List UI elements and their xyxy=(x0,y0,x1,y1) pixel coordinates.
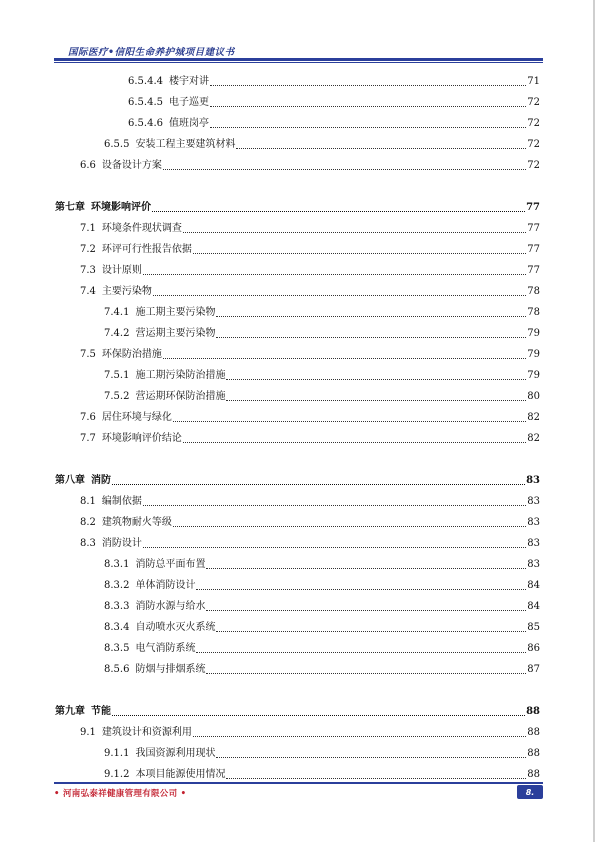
toc-leader xyxy=(153,294,526,296)
toc-leader xyxy=(216,315,526,317)
toc-leader xyxy=(173,525,526,527)
toc-leader xyxy=(226,378,526,380)
toc-leader xyxy=(216,630,526,632)
toc-leader xyxy=(183,231,526,233)
toc-label: 环境影响评价结论 xyxy=(101,433,182,444)
toc-page-number: 78 xyxy=(527,286,540,297)
toc-row[interactable] xyxy=(80,242,540,256)
toc-label: 建筑设计和资源利用 xyxy=(101,727,192,738)
toc-row[interactable] xyxy=(104,557,540,571)
toc-row[interactable] xyxy=(80,410,540,424)
toc-number: 7.4.1 xyxy=(104,307,130,318)
toc-row[interactable] xyxy=(104,389,540,403)
toc-label: 建筑物耐火等级 xyxy=(101,517,172,528)
toc-label: 单体消防设计 xyxy=(135,580,196,591)
toc-page-number: 79 xyxy=(527,328,540,339)
toc-number: 第九章 xyxy=(55,706,85,717)
toc-leader xyxy=(112,483,525,485)
toc-leader xyxy=(143,273,526,275)
toc-number: 第七章 xyxy=(55,202,85,213)
toc-number: 6.5.5 xyxy=(104,139,130,150)
toc-row[interactable] xyxy=(80,494,540,508)
toc-number: 8.3.2 xyxy=(104,580,130,591)
toc-number: 8.3.1 xyxy=(104,559,130,570)
toc-leader xyxy=(216,336,526,338)
toc-label: 编制依据 xyxy=(101,496,142,507)
toc-leader xyxy=(210,105,526,107)
toc-leader xyxy=(183,441,526,443)
toc-label: 环保防治措施 xyxy=(101,349,162,360)
toc-number: 7.5 xyxy=(80,349,96,360)
toc-row[interactable] xyxy=(80,725,540,739)
toc-page-number: 72 xyxy=(527,139,540,150)
toc-label: 营运期环保防治措施 xyxy=(135,391,226,402)
toc-label: 安装工程主要建筑材料 xyxy=(135,139,236,150)
toc-row[interactable] xyxy=(104,746,540,760)
toc-leader xyxy=(210,126,526,128)
toc-number: 7.3 xyxy=(80,265,96,276)
toc-number: 7.7 xyxy=(80,433,96,444)
toc-leader xyxy=(173,420,526,422)
toc-row[interactable] xyxy=(80,536,540,550)
toc-label: 自动喷水灭火系统 xyxy=(135,622,216,633)
toc-row[interactable] xyxy=(80,263,540,277)
toc-label: 环境影响评价 xyxy=(91,202,151,213)
toc-number: 9.1.1 xyxy=(104,748,130,759)
toc-page-number: 82 xyxy=(527,412,540,423)
header-rule-thin xyxy=(54,62,543,63)
toc-number: 8.3.5 xyxy=(104,643,130,654)
toc-label: 值班岗亭 xyxy=(169,118,209,129)
toc-row[interactable] xyxy=(80,347,540,361)
toc-page-number: 88 xyxy=(527,748,540,759)
footer-company: • 河南弘泰祥健康管理有限公司 • xyxy=(54,789,187,799)
toc-leader xyxy=(112,714,525,716)
toc-label: 设计原则 xyxy=(101,265,142,276)
toc-number: 8.1 xyxy=(80,496,96,507)
toc-number: 9.1 xyxy=(80,727,96,738)
toc-row[interactable] xyxy=(104,368,540,382)
toc-label: 我国资源利用现状 xyxy=(135,748,216,759)
toc-label: 施工期污染防治措施 xyxy=(135,370,226,381)
toc-leader xyxy=(196,651,526,653)
toc-row[interactable] xyxy=(104,620,540,634)
toc-page-number: 88 xyxy=(527,769,540,780)
toc-row[interactable] xyxy=(104,599,540,613)
toc-page-number: 85 xyxy=(527,622,540,633)
toc-leader xyxy=(226,777,526,779)
toc-leader xyxy=(163,168,526,170)
toc-number: 7.4 xyxy=(80,286,96,297)
toc-leader xyxy=(206,672,526,674)
toc-number: 6.5.4.4 xyxy=(128,76,163,87)
toc-row[interactable] xyxy=(80,158,540,172)
toc-page-number: 87 xyxy=(527,664,540,675)
toc-leader xyxy=(236,147,526,149)
toc-row[interactable] xyxy=(104,641,540,655)
toc-page-number: 88 xyxy=(526,706,540,717)
toc-page-number: 72 xyxy=(527,160,540,171)
toc-page-number: 77 xyxy=(526,202,540,213)
toc-label: 营运期主要污染物 xyxy=(135,328,216,339)
toc-leader xyxy=(210,84,526,86)
toc-label: 居住环境与绿化 xyxy=(101,412,172,423)
footer-rule xyxy=(54,782,543,784)
toc-label: 消防设计 xyxy=(101,538,142,549)
toc-label: 电子巡更 xyxy=(169,97,209,108)
toc-page-number: 83 xyxy=(527,517,540,528)
toc-chapter-row[interactable] xyxy=(55,704,540,718)
toc-page-number: 84 xyxy=(527,580,540,591)
toc-page-number: 84 xyxy=(527,601,540,612)
page-header xyxy=(54,42,543,64)
page-number-badge: 8. xyxy=(517,785,543,799)
toc-row[interactable] xyxy=(128,116,540,130)
page-footer xyxy=(54,782,543,808)
toc-row[interactable] xyxy=(80,431,540,445)
toc-number: 8.5.6 xyxy=(104,664,130,675)
toc-page-number: 86 xyxy=(527,643,540,654)
toc-page-number: 83 xyxy=(527,496,540,507)
toc-row[interactable] xyxy=(104,137,540,151)
toc-number: 7.5.2 xyxy=(104,391,130,402)
toc-page-number: 72 xyxy=(527,118,540,129)
toc-page-number: 80 xyxy=(527,391,540,402)
toc-page-number: 79 xyxy=(527,370,540,381)
toc-leader xyxy=(152,210,525,212)
toc-number: 8.3 xyxy=(80,538,96,549)
toc-page-number: 88 xyxy=(527,727,540,738)
toc-leader xyxy=(193,252,526,254)
toc-label: 防烟与排烟系统 xyxy=(135,664,206,675)
toc-label: 楼宇对讲 xyxy=(169,76,209,87)
toc-label: 消防 xyxy=(91,475,111,486)
toc-number: 6.5.4.6 xyxy=(128,118,163,129)
toc-number: 7.4.2 xyxy=(104,328,130,339)
toc-page-number: 79 xyxy=(527,349,540,360)
toc-row[interactable] xyxy=(128,95,540,109)
toc-label: 消防水源与给水 xyxy=(135,601,206,612)
toc-label: 设备设计方案 xyxy=(101,160,162,171)
toc-number: 7.6 xyxy=(80,412,96,423)
toc-leader xyxy=(163,357,526,359)
toc-number: 6.6 xyxy=(80,160,96,171)
toc-number: 7.5.1 xyxy=(104,370,130,381)
toc-row[interactable] xyxy=(104,326,540,340)
toc-label: 环境条件现状调查 xyxy=(101,223,182,234)
toc-label: 环评可行性报告依据 xyxy=(101,244,192,255)
toc-label: 电气消防系统 xyxy=(135,643,196,654)
toc-row[interactable] xyxy=(104,767,540,781)
toc-page-number: 77 xyxy=(527,265,540,276)
toc-page-number: 83 xyxy=(527,559,540,570)
toc-page-number: 77 xyxy=(527,223,540,234)
toc-number: 8.2 xyxy=(80,517,96,528)
toc-page-number: 78 xyxy=(527,307,540,318)
toc-page-number: 71 xyxy=(527,76,540,87)
toc-row[interactable] xyxy=(104,662,540,676)
toc-leader xyxy=(206,567,526,569)
toc-leader xyxy=(143,546,526,548)
toc-number: 6.5.4.5 xyxy=(128,97,163,108)
toc-leader xyxy=(193,735,526,737)
toc-leader xyxy=(216,756,526,758)
toc-row[interactable] xyxy=(80,515,540,529)
toc-number: 第八章 xyxy=(55,475,85,486)
toc-page-number: 83 xyxy=(526,475,540,486)
toc-label: 本项目能源使用情况 xyxy=(135,769,226,780)
toc-leader xyxy=(196,588,526,590)
toc-label: 消防总平面布置 xyxy=(135,559,206,570)
toc-leader xyxy=(143,504,526,506)
toc-label: 节能 xyxy=(91,706,111,717)
header-title: 国际医疗•信阳生命养护城项目建议书 xyxy=(68,47,235,58)
toc-page-number: 83 xyxy=(527,538,540,549)
toc-number: 7.2 xyxy=(80,244,96,255)
toc-number: 9.1.2 xyxy=(104,769,130,780)
toc-chapter-row[interactable] xyxy=(55,473,540,487)
toc-number: 8.3.3 xyxy=(104,601,130,612)
toc-row[interactable] xyxy=(128,74,540,88)
toc-label: 施工期主要污染物 xyxy=(135,307,216,318)
toc-row[interactable] xyxy=(104,578,540,592)
header-rule xyxy=(54,58,543,61)
toc-page-number: 77 xyxy=(527,244,540,255)
toc-row[interactable] xyxy=(104,305,540,319)
toc-chapter-row[interactable] xyxy=(55,200,540,214)
toc-label: 主要污染物 xyxy=(101,286,152,297)
toc-row[interactable] xyxy=(80,284,540,298)
toc-page-number: 82 xyxy=(527,433,540,444)
toc-leader xyxy=(226,399,526,401)
toc-page-number: 72 xyxy=(527,97,540,108)
toc-row[interactable] xyxy=(80,221,540,235)
toc-number: 8.3.4 xyxy=(104,622,130,633)
toc-leader xyxy=(206,609,526,611)
toc-number: 7.1 xyxy=(80,223,96,234)
